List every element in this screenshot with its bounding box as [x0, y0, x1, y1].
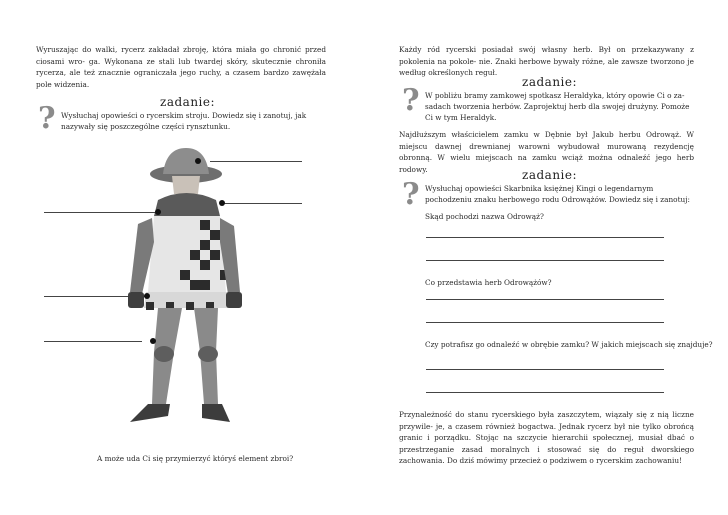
right-intro-paragraph: Każdy ród rycerski posiadał swój własny herb. Był on przekazywany z pokolenia na pokole- nie. Znaki herbowe bywały różne, ale zawsze tworzono je według określonych reguł. [399, 45, 694, 77]
pointer-dot-gauntlet [144, 293, 150, 299]
question-mark-icon: ? [402, 177, 420, 212]
question-1: Skąd pochodzi nazwa Odrowąż? [425, 212, 544, 221]
pointer-dot-greave [150, 338, 156, 344]
left-intro-paragraph: Wyruszając do walki, rycerz zakładał zbroję, która miała go chronić przed ciosami wro- ga. Wykonana ze stali lub twardej skóry, skutecznie chroniła rycerza, ale też znacznie ograniczała jego ruchy, a czasem bardzo zawężała pole widzenia. [36, 45, 326, 89]
question-3: Czy potrafisz go odnaleźć w obrębie zamku? W jakich miejscach się znajduje? [425, 340, 713, 349]
right-task1-title: zadanie: [522, 75, 578, 89]
pointer-dot-shoulder [155, 209, 161, 215]
question-2: Co przedstawia herb Odrowążów? [425, 278, 552, 287]
left-task-title: zadanie: [160, 95, 216, 109]
left-task-text: Wysłuchaj opowieści o rycerskim stroju. Dowiedz się i zanotuj, jak nazywały się poszczególne części rynsztunku. [61, 111, 307, 131]
answer-line-1a[interactable] [426, 237, 664, 238]
question-mark-icon: ? [402, 83, 420, 118]
right-task2-text: Wysłuchaj opowieści Skarbnika księżnej Kingi o legendarnym pochodzeniu znaku herbowego rodu Odrowążów. Dowiedz się i zanotuj: [425, 184, 690, 204]
question-mark-icon: ? [38, 101, 56, 136]
answer-line-3b[interactable] [426, 392, 664, 393]
answer-line-1b[interactable] [426, 260, 664, 261]
left-caption: A może uda Ci się przymierzyć któryś element zbroi? [97, 454, 294, 463]
answer-line-2a[interactable] [426, 299, 664, 300]
right-task1-text: W pobliżu bramy zamkowej spotkasz Heraldyka, który opowie Ci o za- sadach tworzenia herbów. Zaprojektuj herb dla swojej drużyny. Pomoże Ci w tym Heraldyk. [425, 91, 690, 122]
right-page [364, 0, 728, 515]
pointer-dot-gorget [219, 200, 225, 206]
right-middle-paragraph: Najdłuższym właścicielem zamku w Dębnie był Jakub herbu Odrowąż. W miejscu dawnej drewnianej warowni wybudował murowaną rezydencję obronną. W wielu miejscach na zamku wciąż można odnaleźć jego herb rodowy. [399, 130, 694, 174]
right-closing-paragraph: Przynależność do stanu rycerskiego była zaszczytem, wiązały się z nią liczne przywile- je, a czasem również bogactwa. Jednak rycerz był nie tylko obrońcą granic i porządku. Stojąc na szczycie hierarchii społecznej, musiał dbać o przestrzeganie zasad moralnych i stosować się do reguł dworskiego zachowania. Do dziś mówimy przecież o podziwem o rycerskim zachowaniu! [399, 410, 694, 465]
answer-line-2b[interactable] [426, 322, 664, 323]
right-task2-title: zadanie: [522, 168, 578, 182]
knight-armor-illustration [108, 142, 258, 432]
pointer-dot-helmet [195, 158, 201, 164]
answer-line-3a[interactable] [426, 369, 664, 370]
